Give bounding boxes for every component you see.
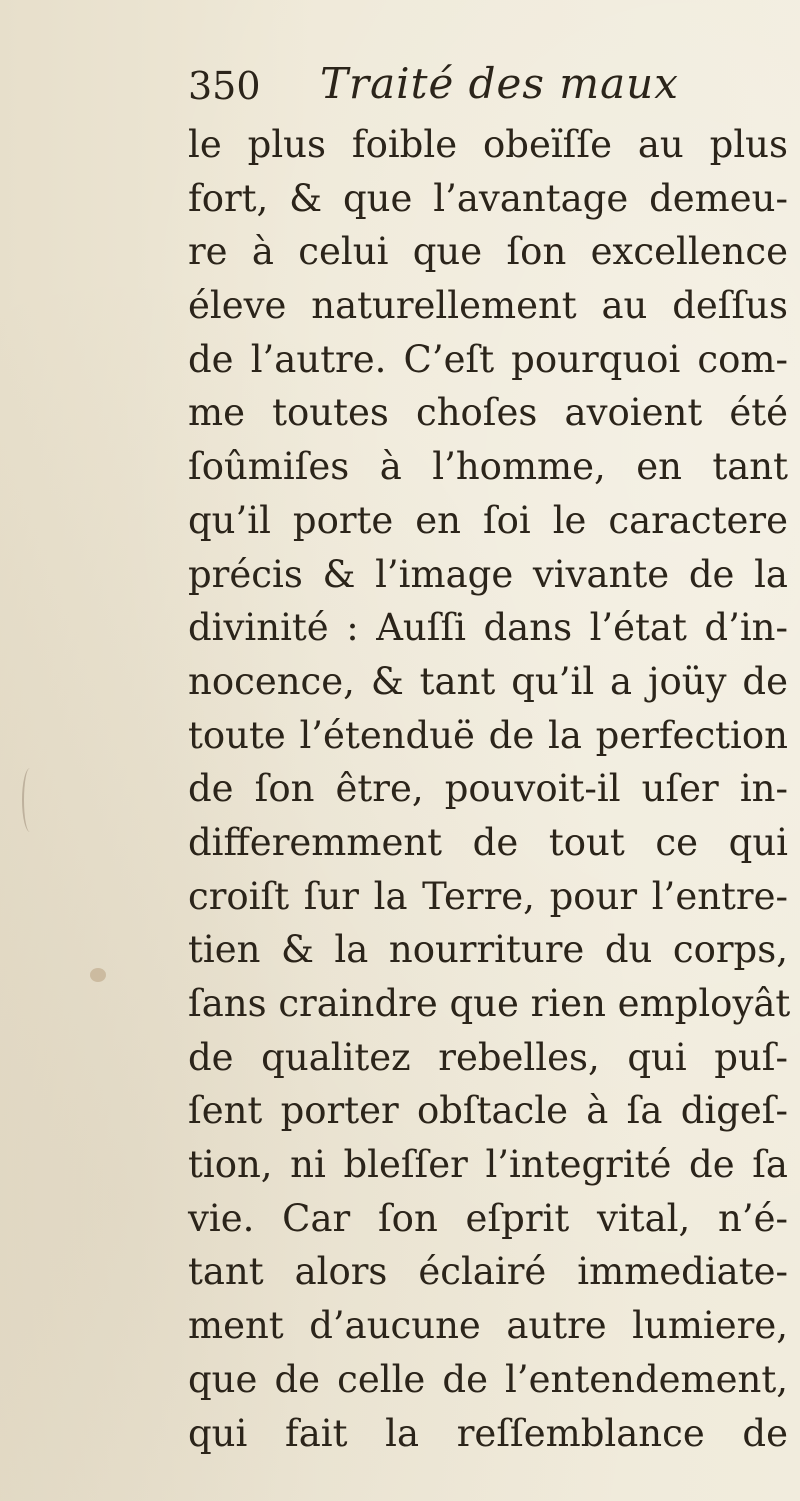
text-line: ſans craindre que rien employât: [188, 982, 791, 1025]
text-line: ſoûmiſes à l’homme, en tant: [188, 445, 788, 489]
text-line: ſent porter obſtacle à ſa digeſ-: [188, 1089, 788, 1133]
text-line: qui fait la reſſemblance de: [188, 1411, 788, 1455]
text-line: précis & l’image vivante de la: [188, 552, 788, 596]
text-line: vie. Car ſon eſprit vital, n’é-: [188, 1196, 788, 1240]
margin-mark: [22, 768, 38, 832]
text-line: éleve naturellement au deſſus: [188, 284, 788, 328]
body-text: [188, 118, 791, 1460]
text-line: croiſt ſur la Terre, pour l’entre-: [188, 874, 788, 918]
text-line: le plus foible obeïſſe au plus: [188, 123, 788, 166]
text-line: de qualitez rebelles, qui puſ-: [188, 1035, 788, 1079]
text-line: tant alors éclairé immediate-: [188, 1250, 788, 1294]
running-title: Traité des maux: [320, 59, 679, 108]
text-line: toute l’étenduë de la perfection: [188, 713, 788, 757]
text-line: re à celui que ſon excellence: [188, 230, 788, 274]
text-line: fort, & que l’avantage demeu-: [188, 176, 788, 220]
text-line: differemment de tout ce qui: [188, 820, 788, 864]
text-line: ment d’aucune autre lumiere,: [188, 1304, 788, 1348]
text-line: tion, ni bleſſer l’integrité de ſa: [188, 1143, 788, 1187]
text-line: de ſon être, pouvoit-il uſer in-: [188, 767, 788, 811]
text-line: nocence, & tant qu’il a joüy de: [188, 659, 788, 703]
text-line: qu’il porte en ſoi le caractere: [188, 498, 788, 542]
foxing-spot: [90, 968, 106, 982]
text-line: tien & la nourriture du corps,: [188, 928, 788, 972]
text-line: divinité : Auſſi dans l’état d’in-: [188, 606, 788, 650]
text-line: que de celle de l’entendement,: [188, 1357, 788, 1401]
running-head: [188, 60, 788, 110]
text-line: de l’autre. C’eſt pourquoi com-: [188, 337, 788, 381]
page-number: 350: [188, 64, 261, 108]
text-line: me toutes choſes avoient été: [188, 391, 788, 435]
